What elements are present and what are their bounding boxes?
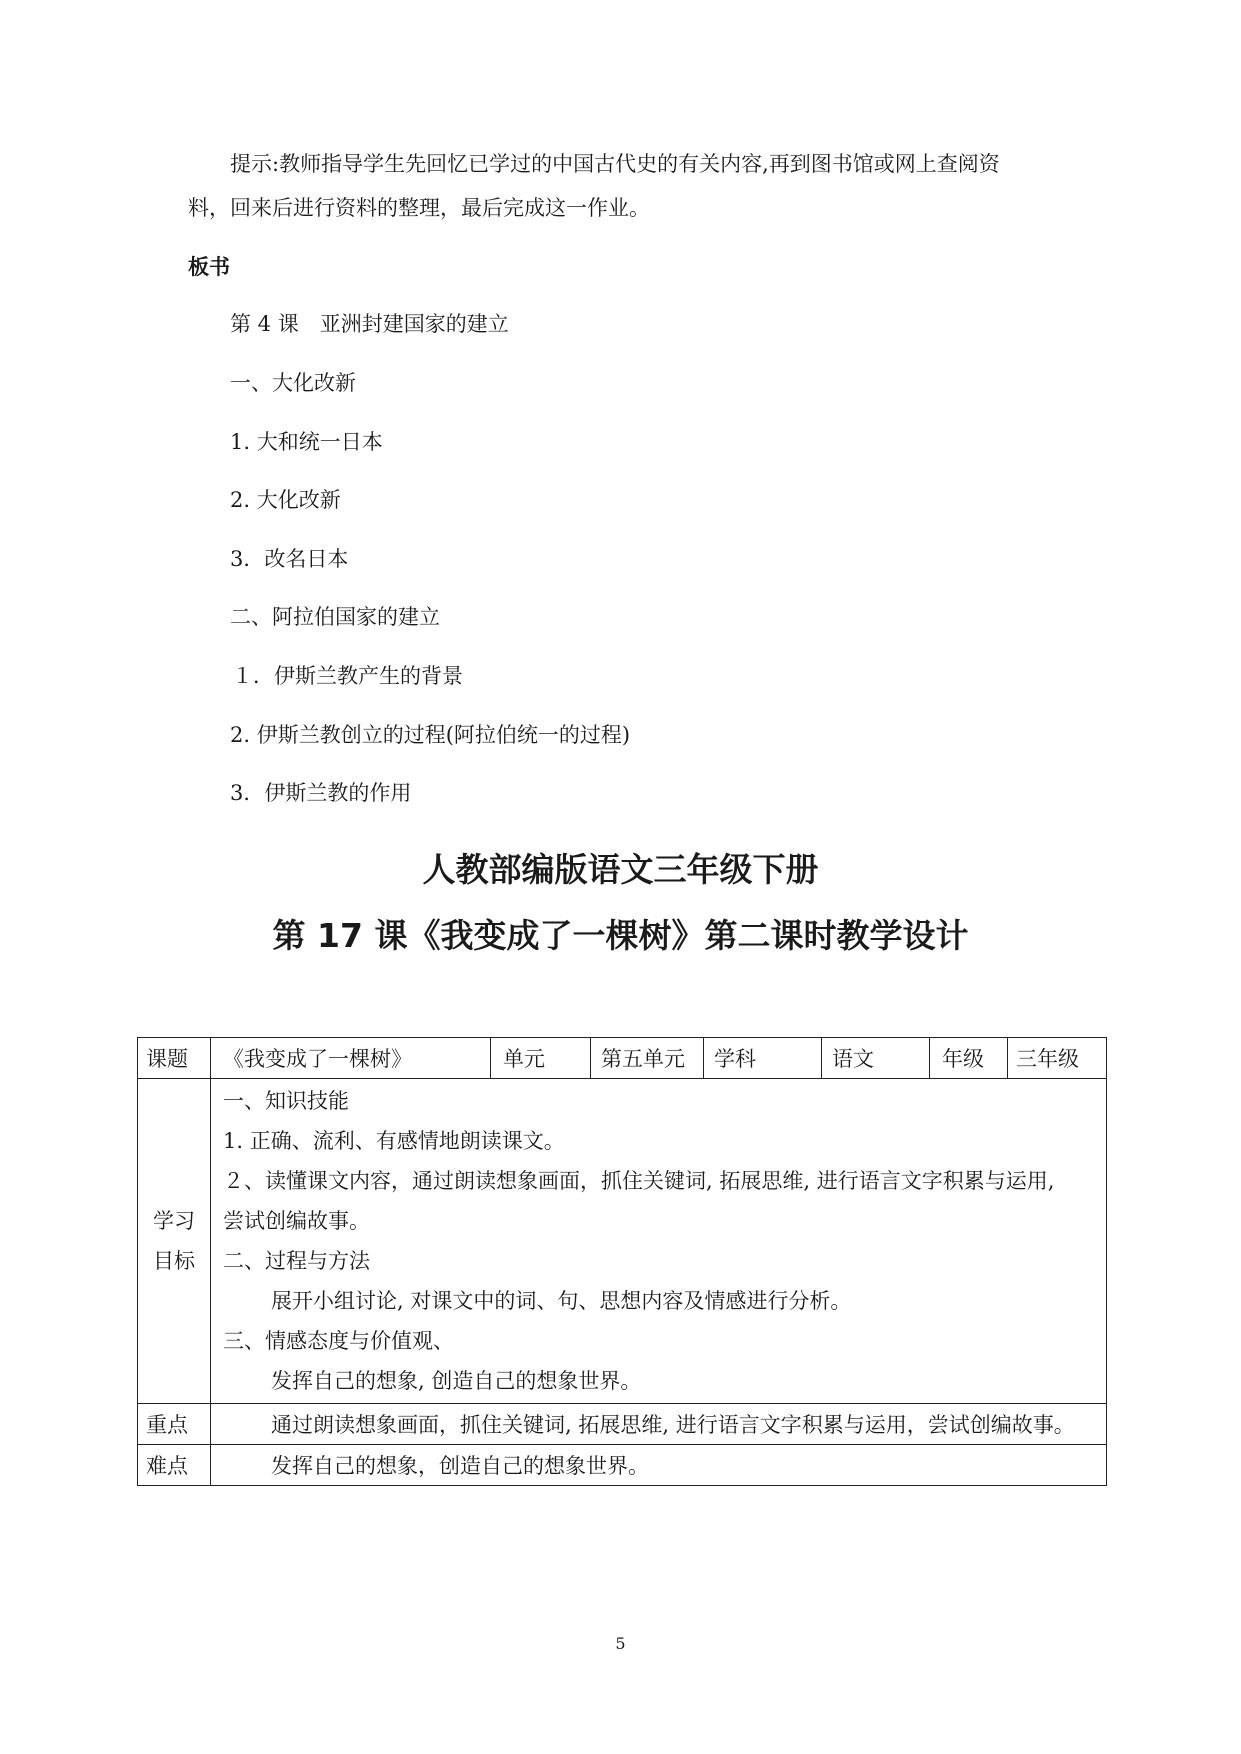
unit-label: 单元 xyxy=(491,1038,591,1079)
lesson-plan-table xyxy=(137,1037,1107,1486)
learning-goals-label-1: 学习 xyxy=(153,1209,195,1233)
subject-value: 语文 xyxy=(822,1038,930,1079)
goal-line: 尝试创编故事。 xyxy=(223,1209,370,1233)
board-item: 一、大化改新 xyxy=(230,371,356,395)
grade-label: 年级 xyxy=(930,1038,1008,1079)
goal-line: 展开小组讨论, 对课文中的词、句、思想内容及情感进行分析。 xyxy=(271,1289,852,1313)
board-item: １．伊斯兰教产生的背景 xyxy=(232,664,463,688)
goal-line: ２、读懂课文内容，通过朗读想象画面，抓住关键词, 拓展思维, 进行语言文字积累与运用, xyxy=(223,1169,1055,1193)
goal-line: 三、情感态度与价值观、 xyxy=(223,1329,454,1353)
unit-value: 第五单元 xyxy=(591,1038,704,1079)
document-title-line-2: 第 17 课《我变成了一棵树》第二课时教学设计 xyxy=(272,916,969,955)
page-number: 5 xyxy=(615,1634,626,1653)
board-lesson-title: 第 4 课 亚洲封建国家的建立 xyxy=(230,312,509,336)
key-points-row xyxy=(138,1404,1107,1445)
grade-value: 三年级 xyxy=(1008,1038,1107,1079)
goal-line: 发挥自己的想象, 创造自己的想象世界。 xyxy=(271,1369,642,1393)
board-item: 2. 伊斯兰教创立的过程(阿拉伯统一的过程) xyxy=(230,723,631,747)
board-item: 3．伊斯兰教的作用 xyxy=(230,781,412,805)
difficulties-row xyxy=(138,1445,1107,1486)
learning-goals-label-2: 目标 xyxy=(153,1249,195,1273)
goal-line: 1. 正确、流利、有感情地朗读课文。 xyxy=(223,1129,565,1153)
learning-goals-row xyxy=(138,1079,1107,1404)
hint-line-1: 提示:教师指导学生先回忆已学过的中国古代史的有关内容,再到图书馆或网上查阅资 xyxy=(230,152,1000,176)
hint-line-2: 料，回来后进行资料的整理，最后完成这一作业。 xyxy=(188,196,650,220)
board-item: 二、阿拉伯国家的建立 xyxy=(230,605,440,629)
difficulties-text: 发挥自己的想象，创造自己的想象世界。 xyxy=(211,1445,1107,1486)
topic-label: 课题 xyxy=(138,1038,211,1079)
board-item: 2. 大化改新 xyxy=(230,488,341,512)
document-title-line-1: 人教部编版语文三年级下册 xyxy=(422,850,819,889)
difficulties-label: 难点 xyxy=(138,1445,211,1486)
table-header-row xyxy=(138,1038,1107,1079)
learning-goals-content xyxy=(211,1079,1107,1404)
key-points-text: 通过朗读想象画面，抓住关键词, 拓展思维, 进行语言文字积累与运用，尝试创编故事。 xyxy=(211,1404,1107,1445)
board-heading: 板书 xyxy=(188,255,230,279)
subject-label: 学科 xyxy=(704,1038,822,1079)
goal-line: 二、过程与方法 xyxy=(223,1249,370,1273)
topic-value: 《我变成了一棵树》 xyxy=(211,1038,491,1079)
board-item: 3．改名日本 xyxy=(230,547,349,571)
learning-goals-label xyxy=(138,1079,211,1404)
goal-line: 一、知识技能 xyxy=(223,1089,349,1113)
key-points-label: 重点 xyxy=(138,1404,211,1445)
board-item: 1. 大和统一日本 xyxy=(230,430,383,454)
